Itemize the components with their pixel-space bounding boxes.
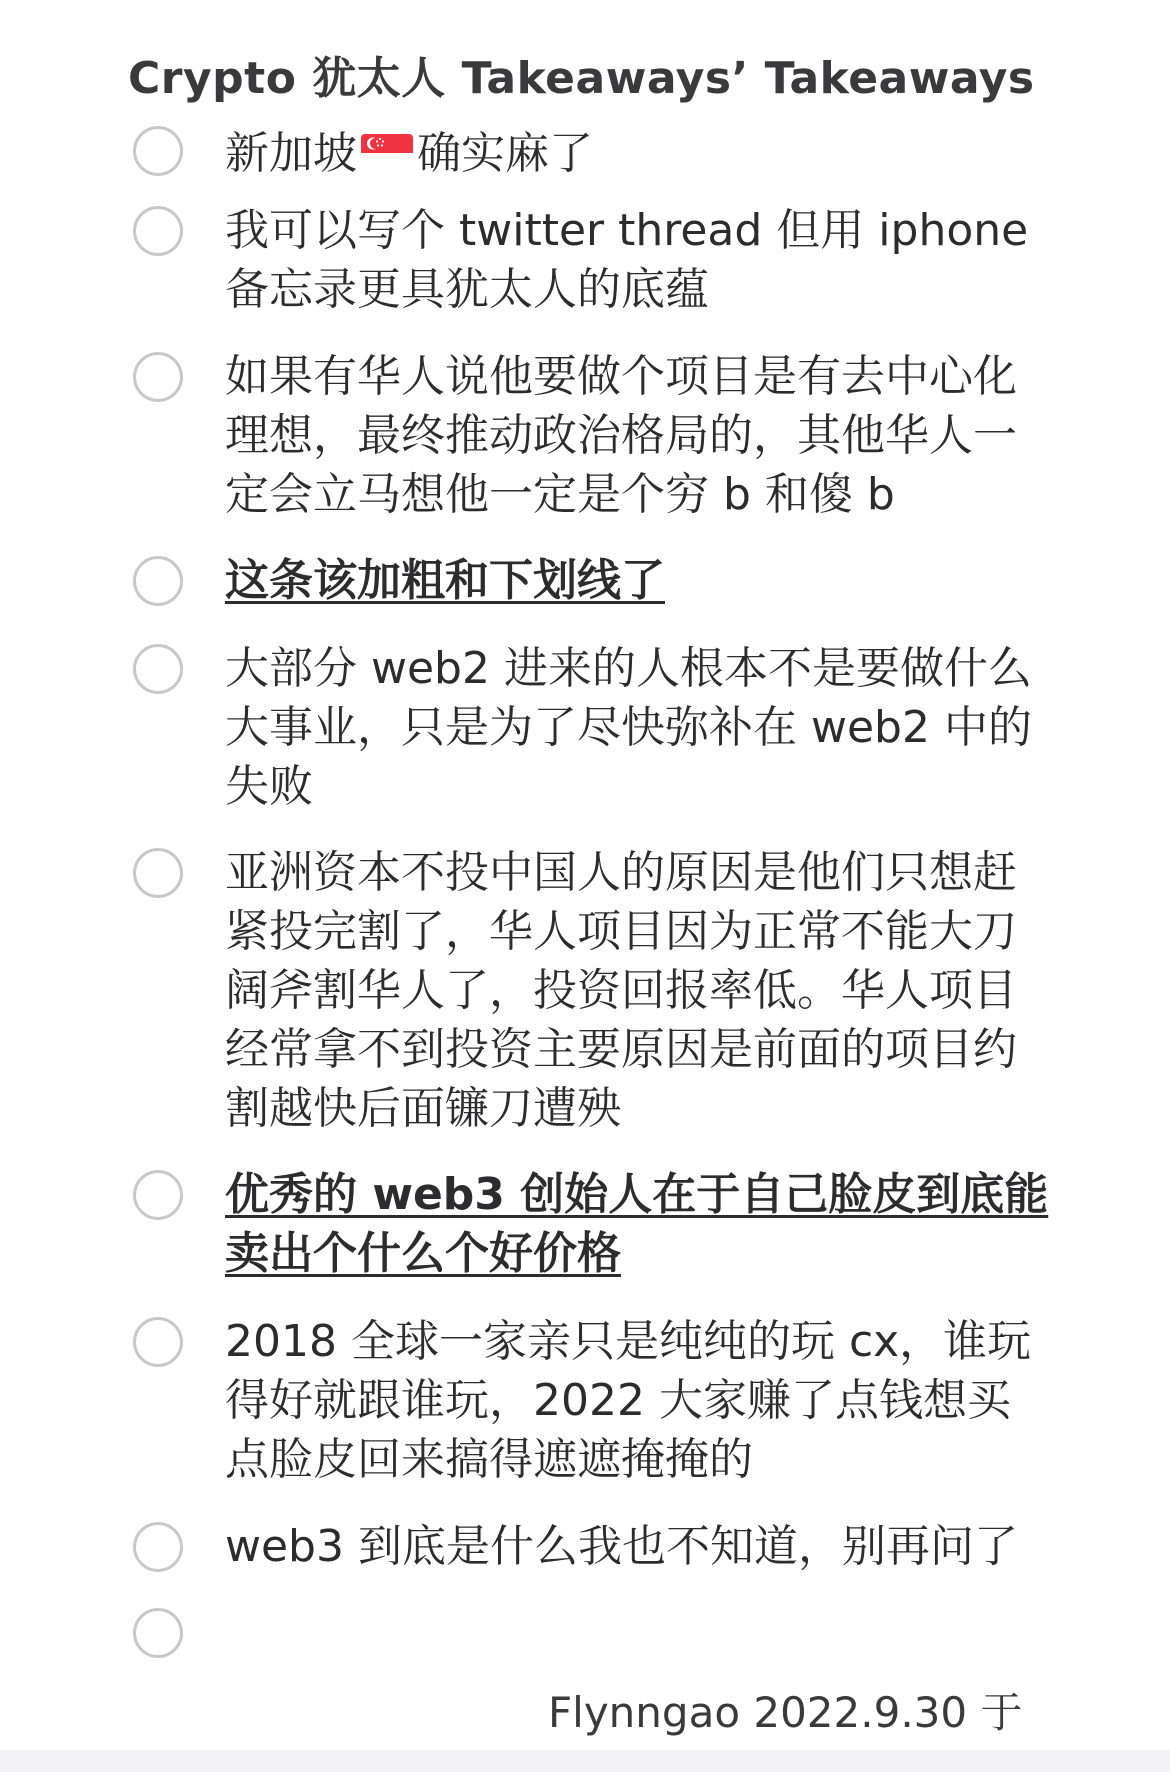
checklist-item-text[interactable]: 这条该加粗和下划线了 <box>225 555 665 606</box>
singapore-flag-icon <box>361 134 413 172</box>
item-text-before: 新加坡 <box>225 128 357 179</box>
checkbox-circle[interactable] <box>133 556 183 606</box>
signature-text[interactable]: Flynngao 2022.9.30 于 <box>548 1688 1023 1737</box>
checkbox-circle[interactable] <box>133 644 183 694</box>
checkbox-circle[interactable] <box>133 126 183 176</box>
checkbox-circle[interactable] <box>133 1522 183 1572</box>
checklist-item-text[interactable]: 我可以写个 twitter thread 但用 iphone 备忘录更具犹太人的底蕴 <box>225 205 1029 315</box>
checkbox-circle[interactable] <box>133 1317 183 1367</box>
checklist-item-text[interactable] <box>225 124 1050 183</box>
item-text-after: 确实麻了 <box>417 128 593 179</box>
bottom-bar <box>0 1750 1170 1772</box>
checklist-item-text[interactable]: web3 到底是什么我也不知道，别再问了 <box>225 1521 1018 1572</box>
checklist-item-text[interactable]: 如果有华人说他要做个项目是有去中心化理想，最终推动政治格局的，其他华人一定会立马想他一定是个穷 b 和傻 b <box>225 351 1017 520</box>
checkbox-circle[interactable] <box>133 206 183 256</box>
checkbox-circle[interactable] <box>133 848 183 898</box>
checklist-item-text[interactable]: 大部分 web2 进来的人根本不是要做什么大事业，只是为了尽快弥补在 web2 中的失败 <box>225 643 1032 812</box>
note-title[interactable]: Crypto 犹太人 Takeaways’ Takeaways <box>128 53 1035 104</box>
checkbox-circle[interactable] <box>133 1170 183 1220</box>
checklist-item-text[interactable]: 优秀的 web3 创始人在于自己脸皮到底能卖出个什么个好价格 <box>225 1169 1049 1279</box>
checklist-item-text[interactable]: 亚洲资本不投中国人的原因是他们只想赶紧投完割了，华人项目因为正常不能大刀阔斧割华人了，投资回报率低。华人项目经常拿不到投资主要原因是前面的项目约割越快后面镰刀遭殃 <box>225 847 1017 1134</box>
checkbox-circle[interactable] <box>133 1608 183 1658</box>
checklist-item-text[interactable]: 2018 全球一家亲只是纯纯的玩 cx，谁玩得好就跟谁玩，2022 大家赚了点钱想买点脸皮回来搞得遮遮掩掩的 <box>225 1316 1032 1485</box>
checkbox-circle[interactable] <box>133 352 183 402</box>
